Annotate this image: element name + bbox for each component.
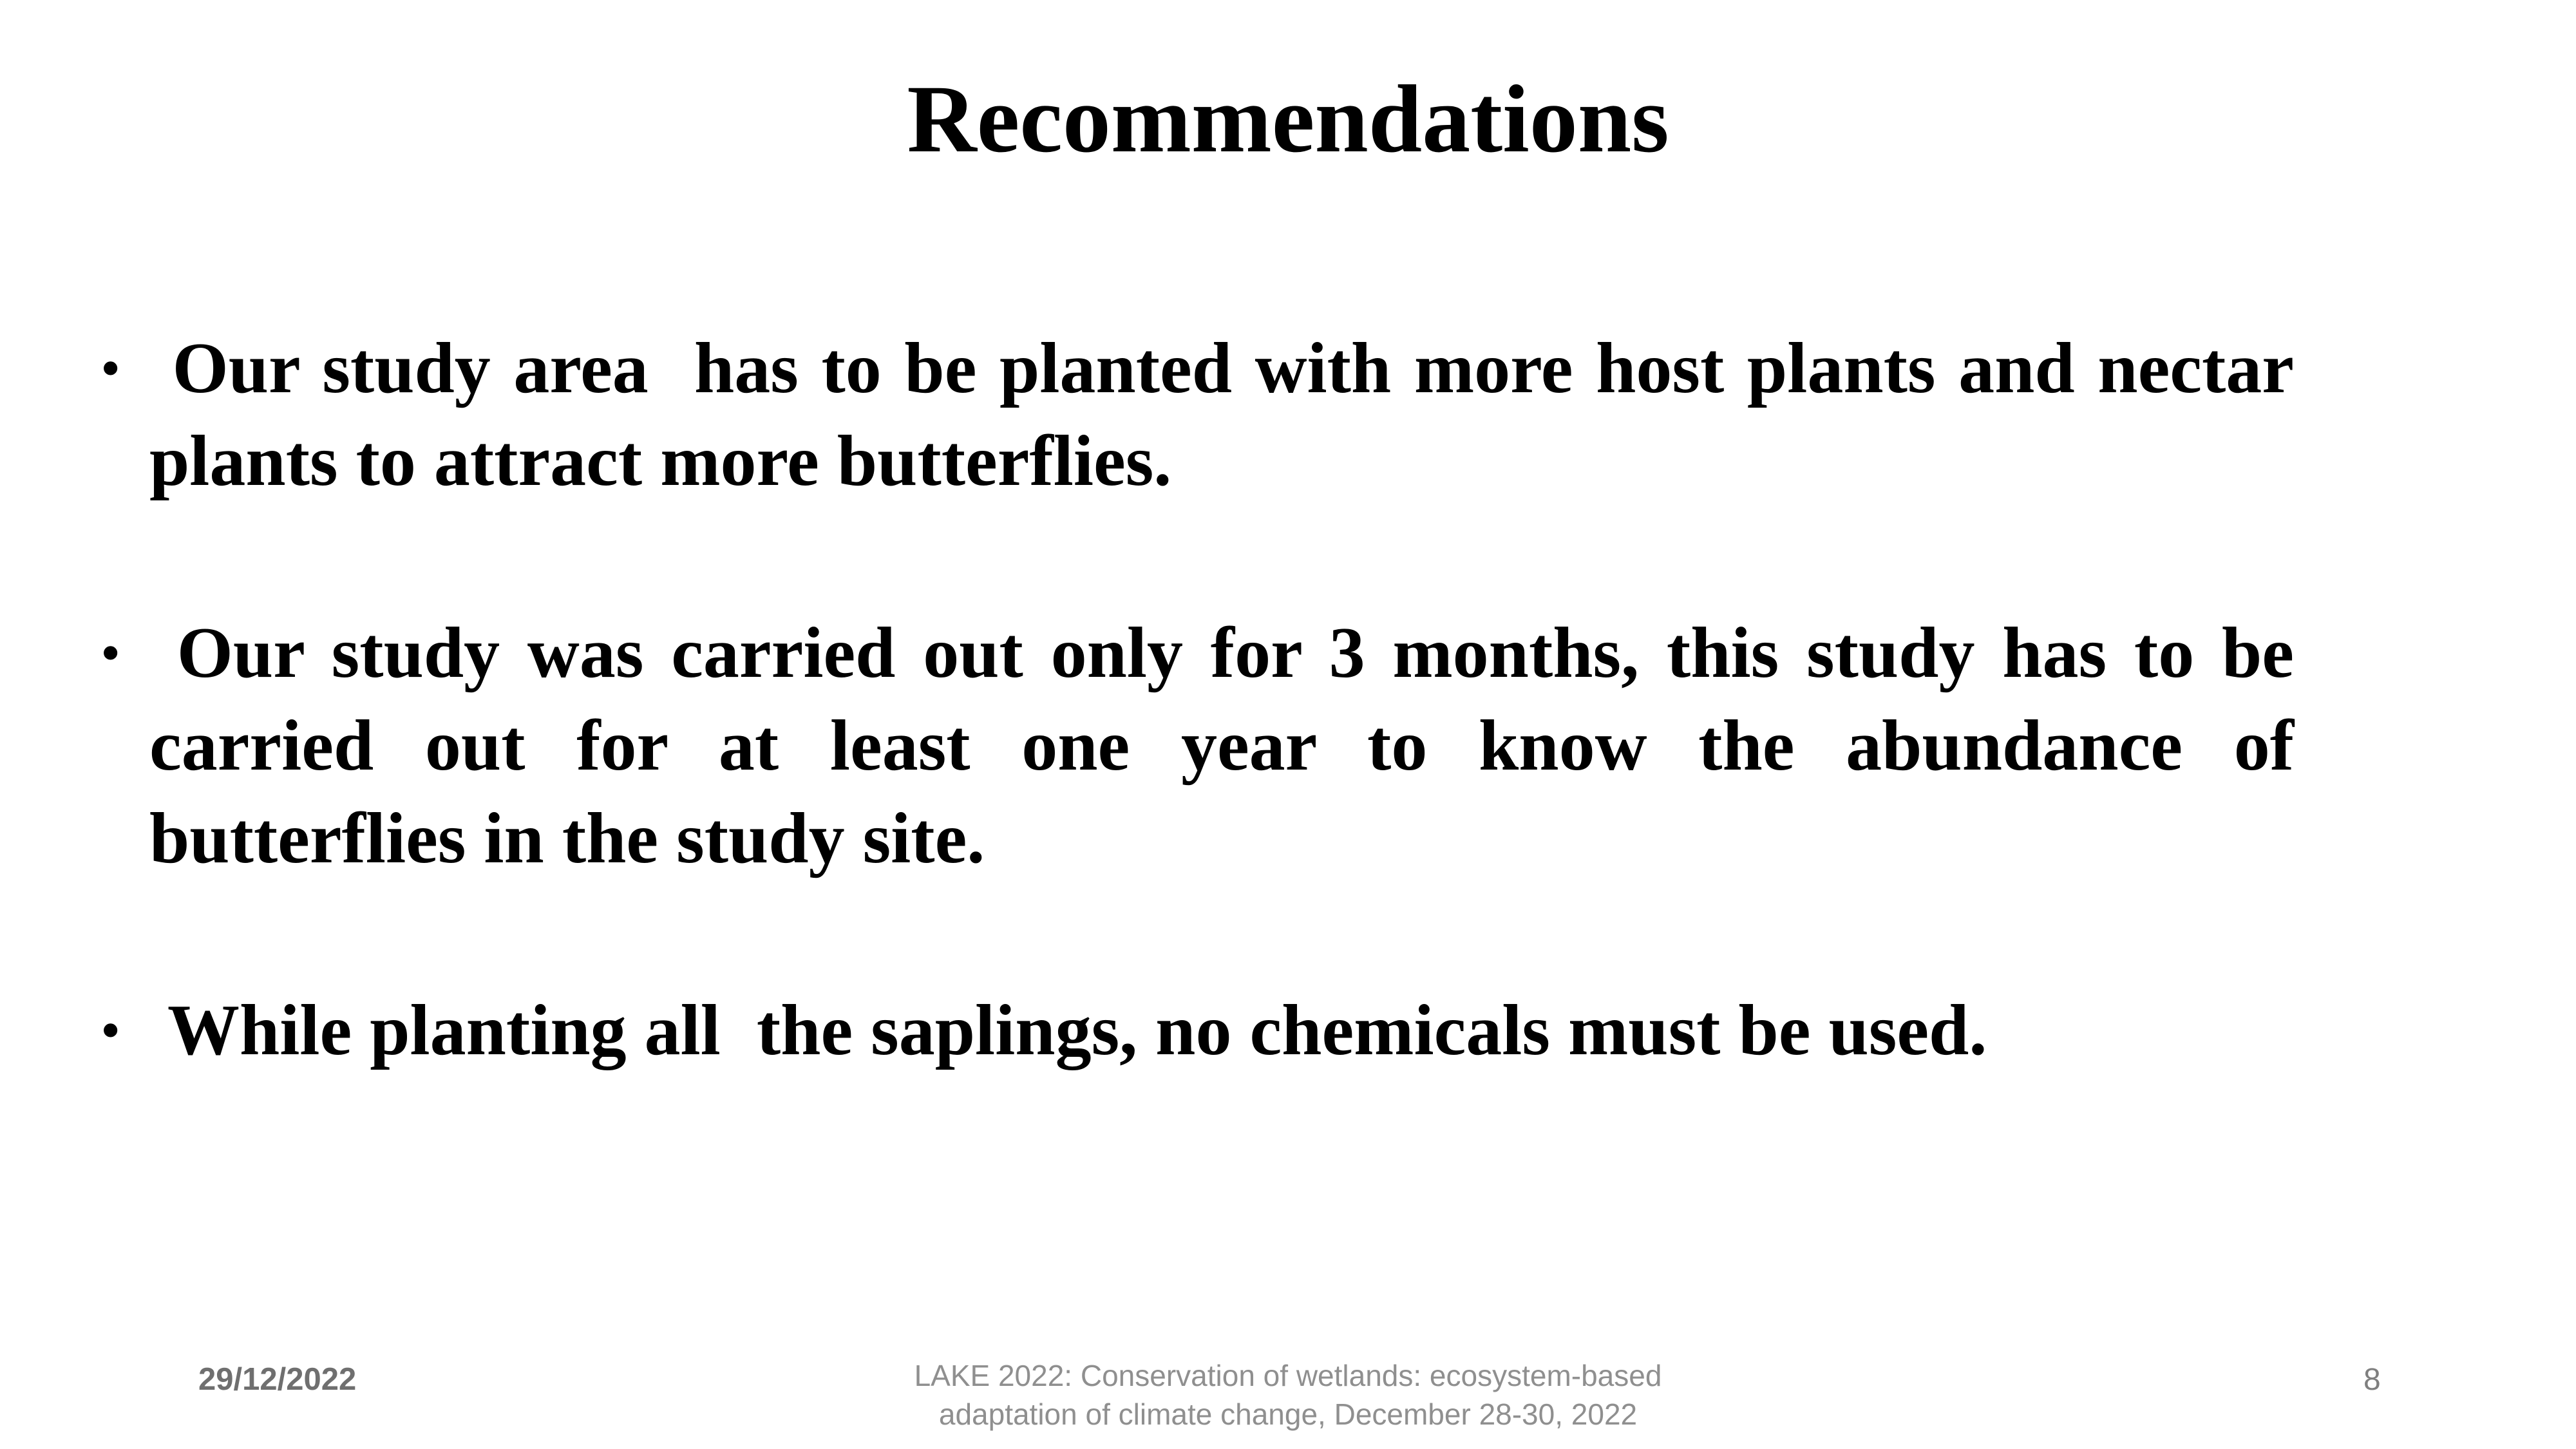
bullet-line: butterflies in the study site. [149,799,985,878]
footer-conference-line2: adaptation of climate change, December 28-30, 2022 [938,1397,1638,1431]
bullet-line: Our study was carried out only for 3 months, this study has to be [149,613,2294,693]
slide-title: Recommendations [907,66,1669,173]
bullet-icon: • [102,1002,120,1058]
footer-conference-line1: LAKE 2022: Conservation of wetlands: ecosystem-based [914,1359,1662,1392]
page-number: 8 [2363,1363,2381,1397]
bullet-icon: • [102,625,120,681]
bullet-line: plants to attract more butterflies. [149,421,1172,501]
bullet-item [102,984,2294,1077]
bullet-item [102,322,2295,507]
footer-conference-title [805,1356,1771,1434]
bullet-line: While planting all the saplings, no chemicals must be used. [149,990,1987,1070]
bullet-line: Our study area has to be planted with more host plants and nectar [149,328,2295,408]
bullet-line: carried out for at least one year to know the abundance of [149,706,2294,786]
footer-date: 29/12/2022 [198,1362,357,1397]
bullet-item [102,607,2294,885]
bullet-list [102,322,2295,1077]
bullet-icon: • [102,340,120,396]
